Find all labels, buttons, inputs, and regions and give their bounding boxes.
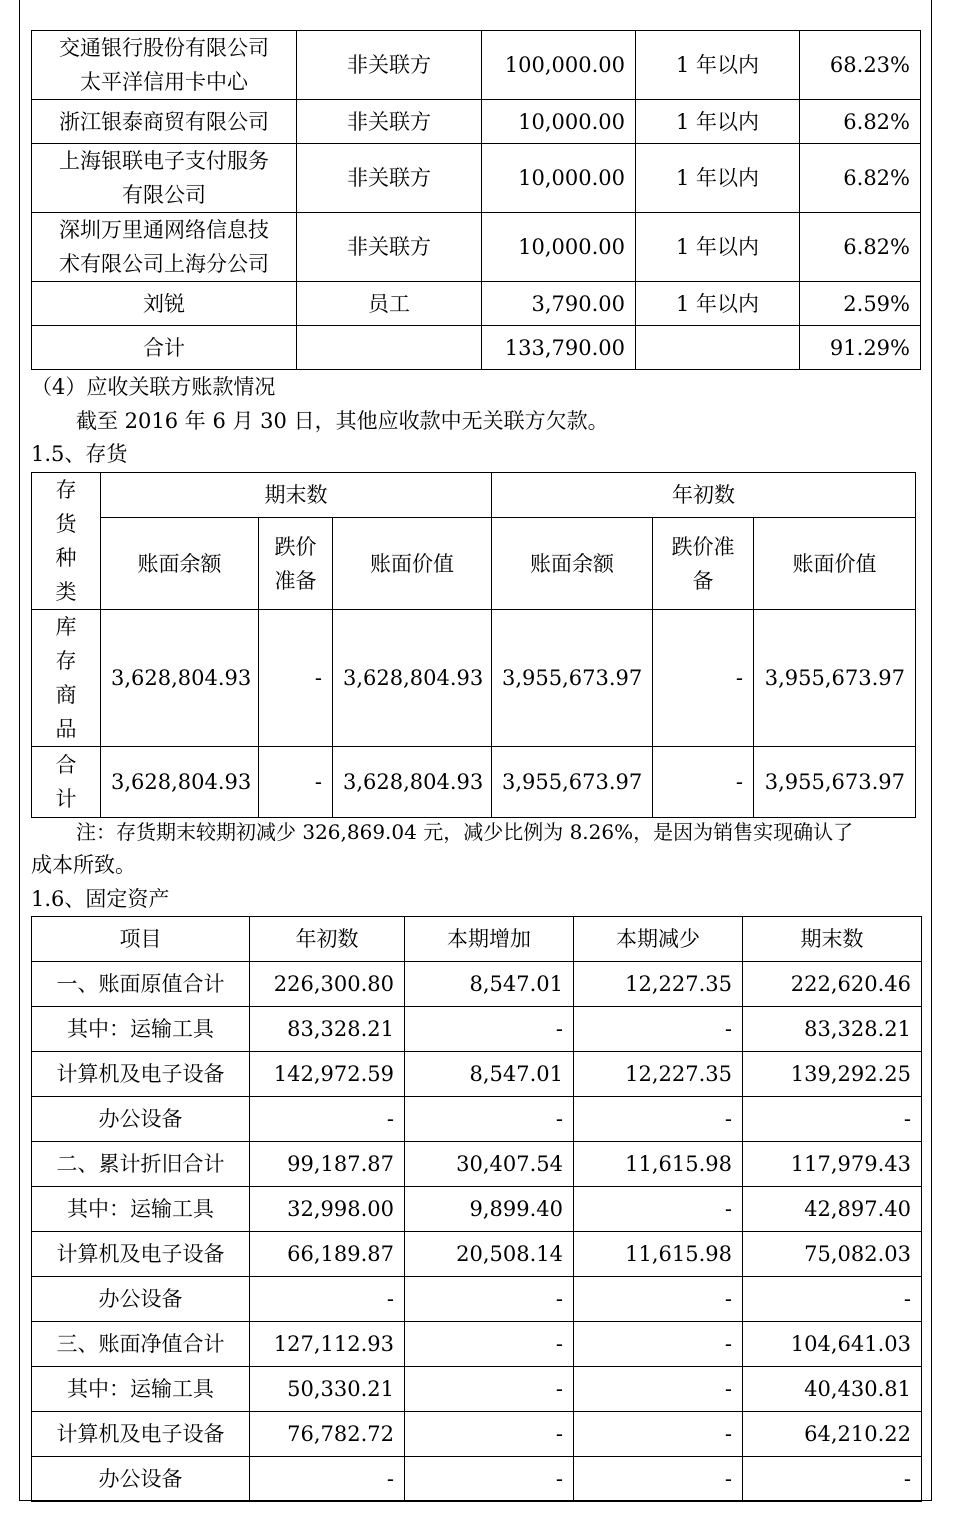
value-cell: - [574,1457,743,1502]
value-cell: - [743,1097,922,1142]
item-label-cell: 一、账面原值合计 [32,962,250,1007]
value-cell: 104,641.03 [743,1322,922,1367]
ratio-cell: 6.82% [800,100,921,144]
value-cell: - [653,610,754,747]
item-label-cell: 其中：运输工具 [32,1367,250,1412]
item-label-cell: 其中：运输工具 [32,1187,250,1232]
value-cell: 3,628,804.93 [101,747,259,818]
value-cell: 3,955,673.97 [492,610,653,747]
table-header-row [32,917,922,962]
table-total-row [32,326,921,370]
table-row [32,31,921,100]
table-row [32,144,921,213]
ratio-cell: 6.82% [800,213,921,282]
value-cell: - [743,1457,922,1502]
amount-cell: 100,000.00 [482,31,636,100]
empty-cell [636,326,800,370]
row-label-cell: 合 计 [32,747,101,818]
value-cell: 3,955,673.97 [754,610,916,747]
value-cell: 11,615.98 [574,1142,743,1187]
value-cell: - [405,1007,574,1052]
total-label-cell: 合计 [32,326,297,370]
relation-cell: 非关联方 [297,213,482,282]
row-label-cell: 库 存 商 品 [32,610,101,747]
total-amount-cell: 133,790.00 [482,326,636,370]
table-row [32,1412,922,1457]
value-cell: 40,430.81 [743,1367,922,1412]
relation-cell: 非关联方 [297,31,482,100]
section-heading: 1.5、存货 [31,442,128,466]
page-frame-right [931,0,932,1500]
table-row [32,1232,922,1277]
value-cell: 127,112.93 [250,1322,405,1367]
relation-cell: 非关联方 [297,144,482,213]
value-cell: 75,082.03 [743,1232,922,1277]
value-cell: - [259,747,333,818]
value-cell: 142,972.59 [250,1052,405,1097]
type-header-cell: 存 货 种 类 [32,473,101,610]
table-row [32,1457,922,1502]
amount-cell: 10,000.00 [482,100,636,144]
age-cell: 1 年以内 [636,31,800,100]
value-cell: - [405,1367,574,1412]
table-row [32,1142,922,1187]
value-cell: 8,547.01 [405,1052,574,1097]
book-value-header: 账面价值 [333,518,492,610]
item-label-cell: 二、累计折旧合计 [32,1142,250,1187]
value-cell: - [574,1367,743,1412]
column-header: 项目 [32,917,250,962]
value-cell: - [405,1412,574,1457]
value-cell: - [574,1277,743,1322]
age-cell: 1 年以内 [636,282,800,326]
item-label-cell: 其中：运输工具 [32,1007,250,1052]
table-row [32,1097,922,1142]
value-cell: 226,300.80 [250,962,405,1007]
table-row [32,1322,922,1367]
value-cell: 42,897.40 [743,1187,922,1232]
value-cell: - [259,610,333,747]
value-cell: - [743,1277,922,1322]
company-name-cell: 浙江银泰商贸有限公司 [32,100,297,144]
value-cell: 222,620.46 [743,962,922,1007]
value-cell: - [574,1097,743,1142]
item-label-cell: 计算机及电子设备 [32,1412,250,1457]
company-name-cell: 深圳万里通网络信息技 术有限公司上海分公司 [32,213,297,282]
age-cell: 1 年以内 [636,144,800,213]
table-row [32,1187,922,1232]
age-cell: 1 年以内 [636,213,800,282]
section-heading: 1.6、固定资产 [31,887,170,911]
value-cell: - [405,1457,574,1502]
value-cell: 20,508.14 [405,1232,574,1277]
period-end-header: 期末数 [101,473,492,518]
value-cell: - [574,1322,743,1367]
amount-cell: 3,790.00 [482,282,636,326]
column-header: 本期减少 [574,917,743,962]
value-cell: 76,782.72 [250,1412,405,1457]
value-cell: 3,628,804.93 [333,610,492,747]
table-row [32,610,916,747]
value-cell: - [405,1322,574,1367]
value-cell: 12,227.35 [574,1052,743,1097]
impairment-header: 跌价准 备 [653,518,754,610]
item-label-cell: 三、账面净值合计 [32,1322,250,1367]
value-cell: 3,955,673.97 [754,747,916,818]
section-heading: （4）应收关联方账款情况 [31,375,276,399]
value-cell: 99,187.87 [250,1142,405,1187]
table-row [32,100,921,144]
note-paragraph: 注：存货期末较期初减少 326,869.04 元，减少比例为 8.26%，是因为销售实现确认了 [76,820,854,844]
ratio-cell: 2.59% [800,282,921,326]
value-cell: 32,998.00 [250,1187,405,1232]
company-name-cell: 上海银联电子支付服务 有限公司 [32,144,297,213]
value-cell: - [250,1457,405,1502]
value-cell: - [405,1097,574,1142]
empty-cell [297,326,482,370]
value-cell: - [574,1007,743,1052]
column-header: 年初数 [250,917,405,962]
table-subheader-row [32,518,916,610]
book-value-header: 账面价值 [754,518,916,610]
value-cell: - [405,1277,574,1322]
value-cell: 9,899.40 [405,1187,574,1232]
table-row [32,1277,922,1322]
paragraph: 截至 2016 年 6 月 30 日，其他应收款中无关联方欠款。 [76,409,609,433]
amount-cell: 10,000.00 [482,144,636,213]
company-name-cell: 交通银行股份有限公司 太平洋信用卡中心 [32,31,297,100]
item-label-cell: 计算机及电子设备 [32,1052,250,1097]
table-row [32,1007,922,1052]
table-row [32,1052,922,1097]
book-balance-header: 账面余额 [492,518,653,610]
value-cell: 8,547.01 [405,962,574,1007]
note-paragraph-cont: 成本所致。 [31,853,136,877]
value-cell: - [574,1187,743,1232]
value-cell: 12,227.35 [574,962,743,1007]
value-cell: 83,328.21 [250,1007,405,1052]
period-begin-header: 年初数 [492,473,916,518]
inventory-table [31,472,916,818]
column-header: 期末数 [743,917,922,962]
value-cell: 3,955,673.97 [492,747,653,818]
table-total-row [32,747,916,818]
table-row [32,282,921,326]
page-frame-left [19,0,20,1500]
value-cell: 3,628,804.93 [333,747,492,818]
table-row [32,962,922,1007]
table-header-row [32,473,916,518]
total-ratio-cell: 91.29% [800,326,921,370]
table-row [32,213,921,282]
value-cell: 3,628,804.93 [101,610,259,747]
value-cell: - [250,1097,405,1142]
table-row [32,1367,922,1412]
value-cell: - [653,747,754,818]
amount-cell: 10,000.00 [482,213,636,282]
relation-cell: 非关联方 [297,100,482,144]
item-label-cell: 办公设备 [32,1277,250,1322]
item-label-cell: 办公设备 [32,1457,250,1502]
item-label-cell: 计算机及电子设备 [32,1232,250,1277]
company-name-cell: 刘锐 [32,282,297,326]
value-cell: 83,328.21 [743,1007,922,1052]
value-cell: - [250,1277,405,1322]
value-cell: 50,330.21 [250,1367,405,1412]
receivables-table [31,30,921,370]
value-cell: - [574,1412,743,1457]
fixed-assets-table [31,916,922,1502]
value-cell: 117,979.43 [743,1142,922,1187]
column-header: 本期增加 [405,917,574,962]
ratio-cell: 68.23% [800,31,921,100]
ratio-cell: 6.82% [800,144,921,213]
value-cell: 64,210.22 [743,1412,922,1457]
relation-cell: 员工 [297,282,482,326]
impairment-header: 跌价 准备 [259,518,333,610]
age-cell: 1 年以内 [636,100,800,144]
value-cell: 139,292.25 [743,1052,922,1097]
fixed-assets-body [32,962,922,1502]
value-cell: 30,407.54 [405,1142,574,1187]
book-balance-header: 账面余额 [101,518,259,610]
value-cell: 11,615.98 [574,1232,743,1277]
value-cell: 66,189.87 [250,1232,405,1277]
item-label-cell: 办公设备 [32,1097,250,1142]
